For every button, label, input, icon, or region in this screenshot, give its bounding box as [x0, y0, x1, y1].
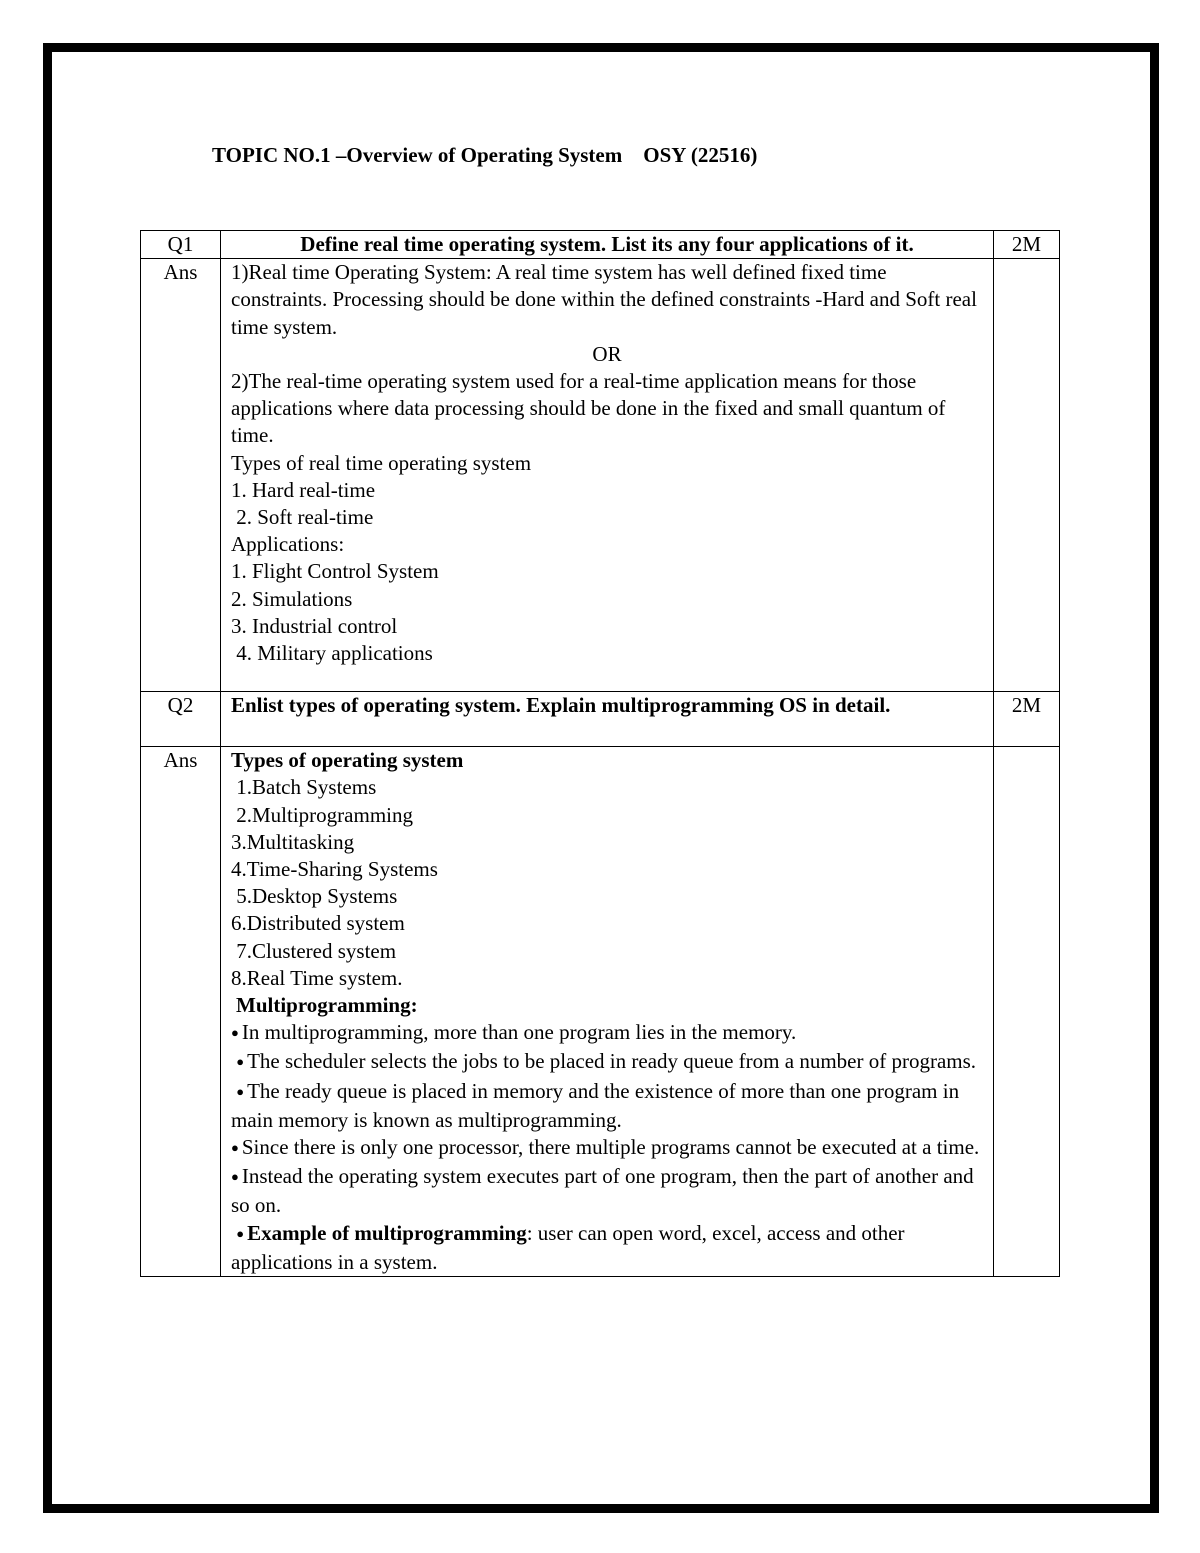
marks: 2M: [994, 692, 1060, 747]
bullet-item: [231, 1134, 983, 1163]
answer-line: 2. Simulations: [231, 586, 353, 611]
answer-line: Applications:: [231, 532, 345, 557]
list-item: 5.Desktop Systems: [231, 884, 398, 909]
answer-line: Types of real time operating system: [231, 450, 532, 475]
answer-line: 2. Soft real-time: [231, 505, 374, 530]
example-text: : user can open word, excel, access and other applications in a system.: [231, 1220, 910, 1274]
answer-line: 3. Industrial control: [231, 613, 398, 638]
list-item: 8.Real Time system.: [231, 965, 403, 990]
list-item: 6.Distributed system: [231, 911, 405, 936]
marks-empty: [994, 747, 1060, 1277]
bullet-text: The scheduler selects the jobs to be placed in ready queue from a number of programs.: [247, 1049, 977, 1074]
answer-line: 1. Hard real-time: [231, 477, 376, 502]
answer-line: 1)Real time Operating System: A real time system has well defined fixed time constraints. Processing should be done within the defined constraints -Hard and Soft real time system.: [231, 260, 983, 339]
bullet-item: [231, 1163, 983, 1219]
example-label: Example of multiprogramming: [247, 1220, 527, 1245]
bullet-text: Since there is only one processor, there multiple programs cannot be executed at a time.: [241, 1135, 980, 1160]
table-row-answer-q1: [141, 259, 1060, 692]
list-item: 7.Clustered system: [231, 938, 397, 963]
marks-empty: [994, 259, 1060, 692]
question-number: Q2: [141, 692, 221, 747]
bullet-item: [231, 1078, 983, 1134]
page-title: TOPIC NO.1 –Overview of Operating System OSY (22516): [212, 143, 758, 167]
bullet-icon: [231, 1020, 242, 1044]
question-answer-table: [140, 230, 1060, 1277]
answer-line: 1. Flight Control System: [231, 559, 439, 584]
answer-line: 4. Military applications: [231, 641, 433, 666]
answer-label: Ans: [141, 259, 221, 692]
bullet-icon: [236, 1049, 247, 1073]
types-heading: Types of operating system: [231, 748, 464, 773]
answer-content: [221, 747, 994, 1277]
answer-line-or: OR: [592, 341, 622, 366]
bullet-icon: [231, 1164, 242, 1188]
bullet-icon: [231, 1135, 242, 1159]
table-row-q1: [141, 231, 1060, 259]
answer-line: 2)The real-time operating system used for a real-time application means for those applications where data processing should be done in the fixed and small quantum of time.: [231, 369, 951, 448]
bullet-icon: [236, 1221, 247, 1245]
question-text: Define real time operating system. List its any four applications of it.: [221, 231, 994, 259]
bullet-text: The ready queue is placed in memory and the existence of more than one program in main memory is known as multiprogramming.: [231, 1078, 965, 1132]
list-item: 3.Multitasking: [231, 829, 355, 854]
list-item: 4.Time-Sharing Systems: [231, 857, 438, 882]
bullet-item-example: [231, 1220, 983, 1276]
bullet-item: [231, 1019, 983, 1048]
question-number: Q1: [141, 231, 221, 259]
bullet-text: Instead the operating system executes part of one program, then the part of another and so on.: [231, 1164, 979, 1218]
answer-content: [221, 259, 994, 692]
list-item: 2.Multiprogramming: [231, 802, 413, 827]
question-text: Enlist types of operating system. Explain multiprogramming OS in detail.: [221, 692, 994, 747]
multiprogramming-heading: Multiprogramming:: [236, 993, 418, 1018]
bullet-icon: [236, 1079, 247, 1103]
answer-label: Ans: [141, 747, 221, 1277]
table-row-answer-q2: [141, 747, 1060, 1277]
bullet-text: In multiprogramming, more than one program lies in the memory.: [241, 1020, 797, 1045]
table-row-q2: [141, 692, 1060, 747]
bullet-item: [231, 1048, 983, 1077]
list-item: 1.Batch Systems: [231, 775, 377, 800]
marks: 2M: [994, 231, 1060, 259]
